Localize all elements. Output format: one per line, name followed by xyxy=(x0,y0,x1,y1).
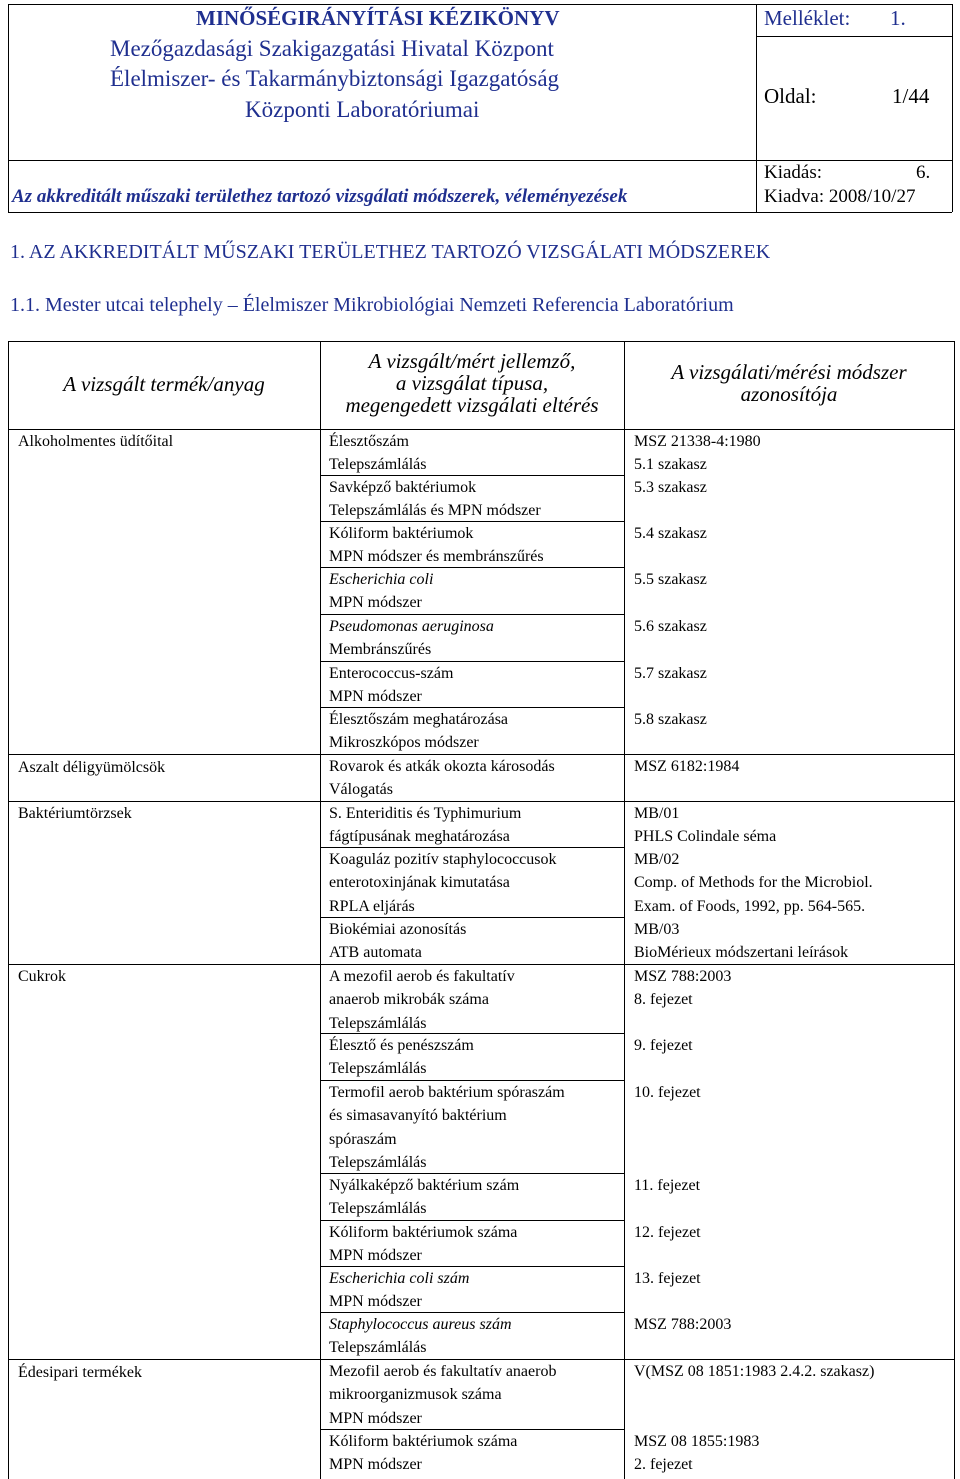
issue-label: Kiadás: xyxy=(764,162,823,183)
table-row-characteristic: Élesztőszám Telepszámlálás xyxy=(329,433,427,474)
issued-date: Kiadva: 2008/10/27 xyxy=(764,186,916,207)
document-subject: Az akkreditált műszaki területhez tartozó vizsgálati módszerek, véleményezések xyxy=(12,186,628,207)
table-row-method: MSZ 6182:1984 xyxy=(634,758,740,775)
product-edesipari: Édesipari termékek xyxy=(18,1364,142,1381)
table-row-characteristic: Élesztőszám meghatározása Mikroszkópos módszer xyxy=(329,711,509,752)
table-row-characteristic: Rovarok és atkák okozta károsodás Válogatás xyxy=(329,758,555,799)
product-bakteriumtorzsek: Baktériumtörzsek xyxy=(18,805,132,822)
table-row-method: 5.8 szakasz xyxy=(634,711,707,728)
product-alkoholmentes: Alkoholmentes üdítőital xyxy=(18,433,174,450)
table-row-characteristic: Escherichia coli szám MPN módszer xyxy=(329,1270,470,1311)
page-label: Oldal: xyxy=(764,84,817,108)
col-header-product: A vizsgált termék/anyag xyxy=(63,372,265,396)
table-row-method: MB/01 PHLS Colindale séma xyxy=(634,805,777,846)
table-row-method: 5.4 szakasz xyxy=(634,525,707,542)
table-row-method: 5.6 szakasz xyxy=(634,618,707,635)
table-row-characteristic: Staphylococcus aureus szám Telepszámlálás xyxy=(329,1316,512,1357)
table-row-method: MSZ 788:2003 8. fejezet xyxy=(634,968,732,1009)
table-row-characteristic: Mezofil aerob és fakultatív anaerob mikroorganizmusok száma MPN módszer xyxy=(329,1363,557,1427)
table-row-characteristic: Kóliform baktériumok száma MPN módszer xyxy=(329,1433,518,1474)
table-row-characteristic: Biokémiai azonosítás ATB automata xyxy=(329,921,467,962)
table-row-method: 11. fejezet xyxy=(634,1177,701,1194)
appendix-label: Melléklet: xyxy=(764,6,851,30)
col-header-method: A vizsgálati/mérési módszer azonosítója xyxy=(671,360,907,406)
table-row-characteristic: Kóliform baktériumok MPN módszer és membránszűrés xyxy=(329,525,544,566)
product-aszalt: Aszalt déligyümölcsök xyxy=(18,759,166,776)
table-row-method: 12. fejezet xyxy=(634,1224,701,1241)
table-row-method: V(MSZ 08 1851:1983 2.4.2. szakasz) xyxy=(634,1363,875,1380)
table-row-method: 9. fejezet xyxy=(634,1037,693,1054)
table-row-method: MB/02 Comp. of Methods for the Microbiol. Exam. of Foods, 1992, pp. 564-565. xyxy=(634,851,873,915)
section-title: 1. AZ AKKREDITÁLT MŰSZAKI TERÜLETHEZ TARTOZÓ VIZSGÁLATI MÓDSZEREK xyxy=(10,241,771,263)
table-row-method: MSZ 21338-4:1980 5.1 szakasz xyxy=(634,433,761,474)
table-row-method: 5.3 szakasz xyxy=(634,479,707,496)
table-row-method: 5.5 szakasz xyxy=(634,571,707,588)
table-row-characteristic: Termofil aerob baktérium spóraszám és simasavanyító baktérium spóraszám Telepszámlálás xyxy=(329,1084,565,1171)
col-header-characteristic: A vizsgált/mért jellemző, a vizsgálat típusa, megengedett vizsgálati eltérés xyxy=(345,349,599,417)
table-row-characteristic: Savképző baktériumok Telepszámlálás és MPN módszer xyxy=(329,479,541,520)
page-value: 1/44 xyxy=(892,84,930,108)
org-line-3: Központi Laboratóriumai xyxy=(245,97,480,122)
table-row-characteristic: S. Enteriditis és Typhimurium fágtípusának meghatározása xyxy=(329,805,522,846)
table-row-characteristic: Élesztő és penészszám Telepszámlálás xyxy=(329,1037,474,1078)
table-row-method: MSZ 788:2003 xyxy=(634,1316,732,1333)
subsection-title: 1.1. Mester utcai telephely – Élelmiszer Mikrobiológiai Nemzeti Referencia Laboratórium xyxy=(10,294,734,316)
table-row-characteristic: Pseudomonas aeruginosa Membránszűrés xyxy=(329,618,494,659)
table-row-method: MB/03 BioMérieux módszertani leírások xyxy=(634,921,849,962)
table-row-characteristic: Escherichia coli MPN módszer xyxy=(329,571,434,612)
table-row-method: 5.7 szakasz xyxy=(634,665,707,682)
manual-title: MINŐSÉGIRÁNYÍTÁSI KÉZIKÖNYV xyxy=(196,6,560,30)
org-line-1: Mezőgazdasági Szakigazgatási Hivatal Központ xyxy=(110,36,554,61)
table-row-characteristic: Kóliform baktériumok száma MPN módszer xyxy=(329,1224,518,1265)
table-row-method: 10. fejezet xyxy=(634,1084,701,1101)
issue-value: 6. xyxy=(916,162,931,183)
product-cukrok: Cukrok xyxy=(18,968,66,985)
table-row-method: MSZ 08 1855:1983 2. fejezet xyxy=(634,1433,760,1474)
table-row-characteristic: A mezofil aerob és fakultatív anaerob mikrobák száma Telepszámlálás xyxy=(329,968,515,1032)
table-row-characteristic: Koaguláz pozitív staphylococcusok enterotoxinjának kimutatása RPLA eljárás xyxy=(329,851,557,915)
org-line-2: Élelmiszer- és Takarmánybiztonsági Igazgatóság xyxy=(110,66,560,91)
table-row-characteristic: Nyálkaképző baktérium szám Telepszámlálás xyxy=(329,1177,520,1218)
table-row-characteristic: Enterococcus-szám MPN módszer xyxy=(329,665,454,706)
table-row-method: 13. fejezet xyxy=(634,1270,701,1287)
appendix-value: 1. xyxy=(890,6,906,30)
